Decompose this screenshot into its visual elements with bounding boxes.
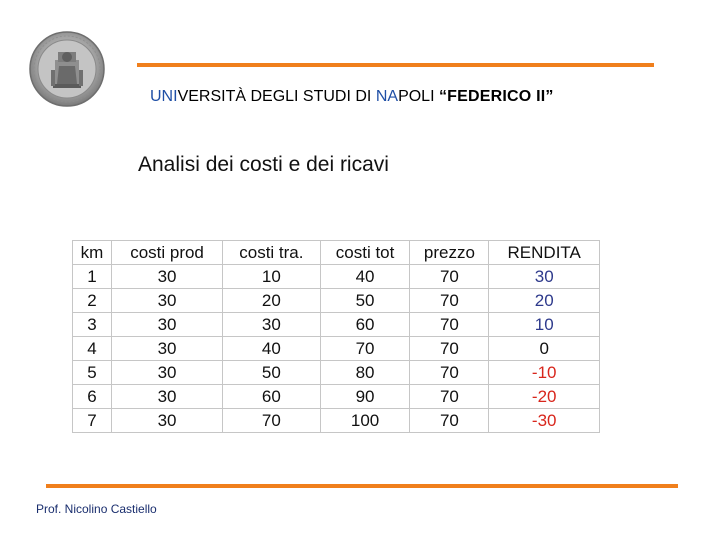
header-versita: VERSITÀ DEGLI STUDI DI [177, 88, 376, 105]
cell-rendita: 30 [489, 265, 600, 289]
top-orange-rule [137, 63, 654, 67]
cell-rendita: 20 [489, 289, 600, 313]
col-header-rendita: RENDITA [489, 241, 600, 265]
cell-costi-tot: 50 [320, 289, 410, 313]
table-row [73, 337, 600, 361]
cell-costi-tot: 90 [320, 385, 410, 409]
university-header [150, 88, 554, 106]
col-header-costi-tra: costi tra. [223, 241, 321, 265]
cell-rendita: -10 [489, 361, 600, 385]
cell-costi-tot: 70 [320, 337, 410, 361]
cell-costi-tra: 70 [223, 409, 321, 433]
bottom-orange-rule [46, 484, 678, 488]
cell-costi-tot: 80 [320, 361, 410, 385]
author-credit: Prof. Nicolino Castiello [36, 502, 157, 516]
cell-costi-prod: 30 [112, 289, 223, 313]
cell-costi-prod: 30 [112, 265, 223, 289]
table-row [73, 265, 600, 289]
cell-costi-prod: 30 [112, 409, 223, 433]
cell-km: 2 [73, 289, 112, 313]
cost-revenue-table [72, 240, 600, 433]
cell-costi-tot: 40 [320, 265, 410, 289]
header-uni: UNI [150, 88, 178, 105]
cell-rendita: 10 [489, 313, 600, 337]
header-na: NA [375, 88, 399, 105]
cell-prezzo: 70 [410, 409, 489, 433]
cell-costi-prod: 30 [112, 313, 223, 337]
cell-costi-prod: 30 [112, 337, 223, 361]
cell-costi-prod: 30 [112, 361, 223, 385]
cell-km: 5 [73, 361, 112, 385]
cell-prezzo: 70 [410, 361, 489, 385]
col-header-costi-tot: costi tot [320, 241, 410, 265]
cell-costi-tra: 60 [223, 385, 321, 409]
table-header-row [73, 241, 600, 265]
cell-costi-tot: 100 [320, 409, 410, 433]
cell-prezzo: 70 [410, 265, 489, 289]
cell-prezzo: 70 [410, 313, 489, 337]
cell-costi-tot: 60 [320, 313, 410, 337]
header-federico: “FEDERICO II” [438, 88, 554, 105]
cell-prezzo: 70 [410, 289, 489, 313]
cell-costi-tra: 10 [223, 265, 321, 289]
university-seal-icon [28, 30, 106, 108]
col-header-km: km [73, 241, 112, 265]
cell-km: 4 [73, 337, 112, 361]
cell-prezzo: 70 [410, 385, 489, 409]
cell-costi-tra: 30 [223, 313, 321, 337]
table-row [73, 409, 600, 433]
col-header-prezzo: prezzo [410, 241, 489, 265]
table-row [73, 289, 600, 313]
cell-costi-tra: 40 [223, 337, 321, 361]
cell-rendita: 0 [489, 337, 600, 361]
cell-rendita: -30 [489, 409, 600, 433]
cell-costi-tra: 20 [223, 289, 321, 313]
slide-title: Analisi dei costi e dei ricavi [138, 153, 389, 176]
cell-km: 1 [73, 265, 112, 289]
cell-costi-prod: 30 [112, 385, 223, 409]
cell-km: 6 [73, 385, 112, 409]
table-row [73, 385, 600, 409]
cell-km: 3 [73, 313, 112, 337]
table-row [73, 361, 600, 385]
header-poli: POLI [398, 88, 439, 105]
col-header-costi-prod: costi prod [112, 241, 223, 265]
cell-costi-tra: 50 [223, 361, 321, 385]
cell-km: 7 [73, 409, 112, 433]
cell-prezzo: 70 [410, 337, 489, 361]
table-row [73, 313, 600, 337]
cell-rendita: -20 [489, 385, 600, 409]
